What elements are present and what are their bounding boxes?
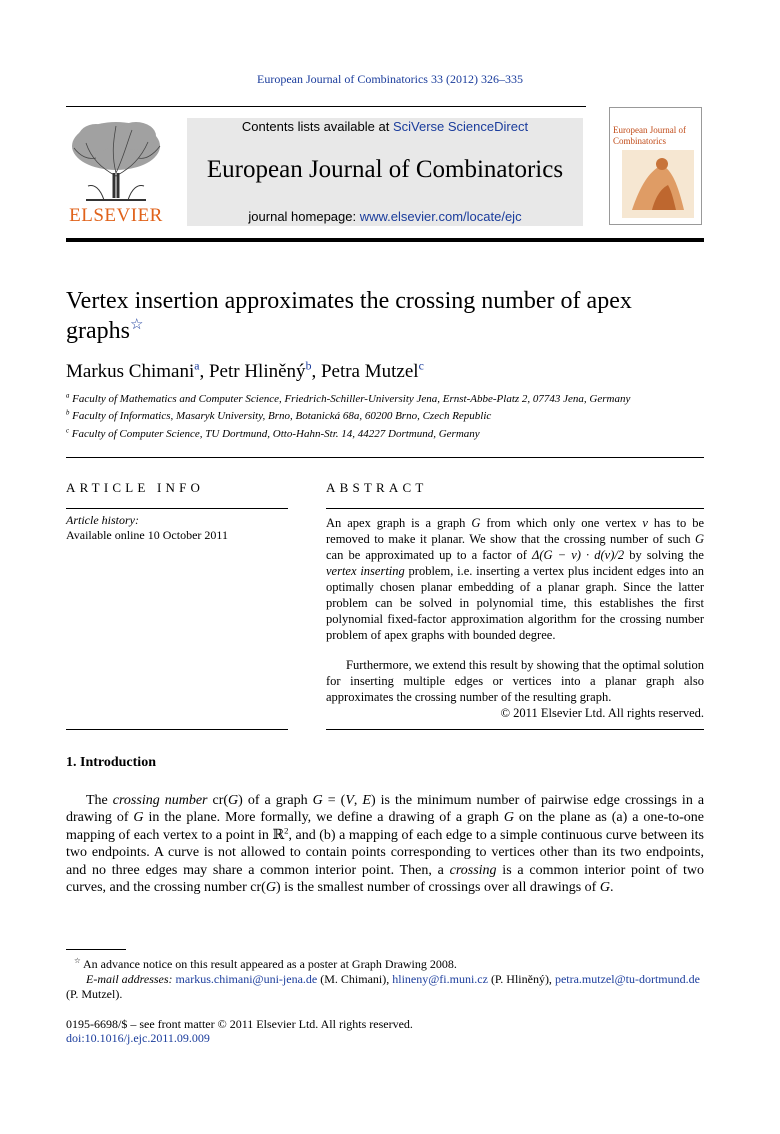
article-title-text: Vertex insertion approximates the crossing number of apex graphs: [66, 288, 632, 344]
affiliation-label: b: [66, 409, 70, 417]
abstract-text: An apex graph is a graph: [326, 516, 472, 530]
body-text: , and (b) a mapping of each edge to a simple continuous curve between its two endpoints. A curve is not allowed to contain points corresponding to vertices other than its two endpoints, and no three edges may share a common interior point. Then, a: [66, 827, 705, 878]
superscript: 2: [284, 825, 289, 836]
math-symbol: E: [362, 793, 371, 808]
email-owner: (P. Hliněný),: [490, 972, 552, 986]
author-name: Petr Hliněný: [208, 361, 306, 382]
article-history-date: Available online 10 October 2011: [66, 528, 228, 542]
article-history-label: Article history:: [66, 513, 139, 527]
sciencedirect-link[interactable]: SciVerse ScienceDirect: [392, 119, 529, 134]
body-text: is a common interior point of two curves, and the crossing number cr(: [66, 862, 704, 896]
affiliation: [66, 393, 706, 405]
body-text: The: [86, 793, 113, 808]
body-text: cr(: [207, 793, 229, 808]
abstract-rule: [326, 508, 704, 509]
footnote-rule: [66, 949, 126, 950]
abstract-rule: [326, 729, 704, 730]
abstract-text: problem, i.e. inserting a vertex plus incident edges into an optimally chosen planar embedding of a planar graph. Since the latter problem can be solved in polynomial time, this establishes the first polynomial fixed-factor approximation algorithm for the crossing number problem of apex graphs with bounded degree.: [326, 564, 704, 642]
introduction-paragraph: [66, 792, 704, 896]
homepage-link[interactable]: www.elsevier.com/locate/ejc: [359, 209, 522, 224]
journal-citation[interactable]: European Journal of Combinatorics 33 (2012) 326–335: [257, 72, 523, 86]
cover-illustration-icon: [622, 150, 694, 218]
affiliation-label: c: [66, 427, 70, 435]
math-symbol: G: [599, 880, 610, 896]
section-rule: [66, 457, 704, 458]
math-symbol: V: [345, 793, 354, 808]
article-info-rule: [66, 508, 288, 509]
article-info-rule: [66, 729, 288, 730]
author-name: Petra Mutzel: [320, 361, 419, 382]
contents-prefix: Contents lists available at: [241, 119, 393, 134]
affiliation-label: a: [66, 392, 70, 400]
body-text: in the plane. More formally, we define a drawing of a graph: [143, 810, 504, 826]
abstract-paragraph: [326, 515, 704, 643]
body-emphasis: crossing number: [112, 793, 208, 808]
header-thick-rule: [66, 238, 704, 242]
article-info-heading: ARTICLE INFO: [66, 480, 205, 495]
affiliation: [66, 410, 706, 422]
body-text: ,: [353, 793, 363, 808]
math-symbol: G: [133, 810, 144, 826]
footnote-mark: ☆: [74, 956, 81, 965]
issn-line: 0195-6698/$ – see front matter © 2011 Elsevier Ltd. All rights reserved.: [66, 1017, 413, 1031]
abstract-text: has to be removed to make it planar. We show that the crossing number of such: [326, 516, 705, 546]
body-text: ) is the smallest number of crossings over all drawings of: [275, 880, 600, 896]
email-footnote: [66, 972, 704, 1002]
body-text: = (: [322, 793, 346, 808]
email-link[interactable]: hlineny@fi.muni.cz: [392, 972, 488, 986]
affiliation-text: Faculty of Mathematics and Computer Science, Friedrich-Schiller-University Jena, Ernst-Abbe-Platz 2, 07743 Jena, Germany: [72, 393, 631, 405]
email-owner: (M. Chimani),: [320, 972, 390, 986]
abstract-text: from which only one vertex: [480, 516, 643, 530]
homepage-line: [187, 209, 583, 224]
email-link[interactable]: petra.mutzel@tu-dortmund.de: [554, 972, 700, 986]
abstract-heading: ABSTRACT: [326, 480, 428, 495]
footnote: [66, 957, 704, 972]
body-text: .: [609, 880, 614, 896]
affiliation-mark[interactable]: a: [194, 359, 200, 373]
contents-line: [187, 119, 583, 134]
affiliation-text: Faculty of Computer Science, TU Dortmund, Otto-Hahn-Str. 14, 44227 Dortmund, Germany: [71, 428, 480, 440]
abstract-paragraph: Furthermore, we extend this result by showing that the optimal solution for inserting multiple edges or vertices into a planar graph also approximates the crossing number of the resulting graph.: [326, 658, 704, 704]
footnote-text: An advance notice on this result appeared as a poster at Graph Drawing 2008.: [83, 957, 457, 971]
title-footnote-mark[interactable]: ☆: [129, 317, 144, 333]
math-symbol: G: [503, 810, 514, 826]
doi-link[interactable]: doi:10.1016/j.ejc.2011.09.009: [66, 1031, 210, 1045]
affiliation-mark[interactable]: c: [418, 359, 424, 373]
author-name: Markus Chimani: [66, 361, 195, 382]
article-title: [66, 286, 706, 346]
section-heading: 1. Introduction: [66, 755, 156, 770]
body-text: ) of a graph: [238, 793, 313, 808]
email-link[interactable]: markus.chimani@uni-jena.de: [175, 972, 318, 986]
math-symbol: G: [265, 880, 276, 896]
elsevier-wordmark: ELSEVIER: [69, 205, 163, 226]
math-symbol: G: [694, 532, 704, 546]
cover-title: European Journal of Combinatorics: [613, 125, 686, 146]
body-text: on the plane as (a) a one-to-one mapping of each vertex to a point in ℝ: [66, 810, 704, 843]
header-rule: [66, 106, 586, 107]
body-text: ) is the minimum number of pairwise edge crossings in a drawing of: [66, 793, 705, 826]
journal-title: European Journal of Combinatorics: [206, 156, 564, 183]
abstract-text: by solving the: [624, 548, 704, 562]
body-emphasis: crossing: [449, 862, 497, 878]
math-symbol: G: [228, 793, 239, 808]
affiliation: [66, 428, 706, 440]
math-symbol: G: [471, 516, 481, 530]
author-list: Markus Chimani$^a$, Petr Hliněný$^b$, Petra Mutzel$^c$: [66, 359, 424, 382]
affiliation-text: Faculty of Informatics, Masaryk University, Brno, Botanická 68a, 60200 Brno, Czech Republic: [72, 410, 492, 422]
math-formula: Δ(G − v) · d(v)/2: [532, 548, 625, 562]
email-owner: (P. Mutzel).: [66, 987, 123, 1001]
abstract-emphasis: vertex inserting: [326, 564, 405, 578]
homepage-prefix: journal homepage:: [248, 209, 360, 224]
affiliation-mark[interactable]: b: [305, 359, 312, 373]
email-label: E-mail addresses:: [86, 972, 173, 986]
math-symbol: v: [642, 516, 648, 530]
abstract-copyright: © 2011 Elsevier Ltd. All rights reserved.: [500, 706, 704, 720]
abstract-text: can be approximated up to a factor of: [326, 548, 533, 562]
math-symbol: G: [312, 793, 323, 808]
